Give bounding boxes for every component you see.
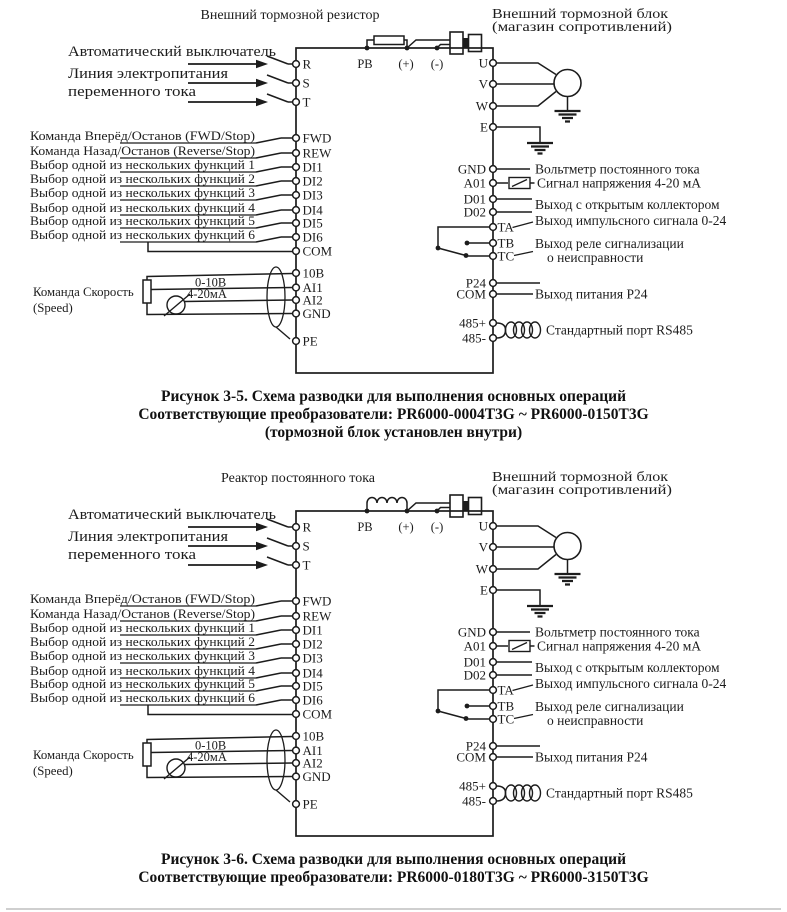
terminal-GND-label: GND bbox=[302, 769, 331, 784]
input-switch-blade bbox=[256, 210, 281, 215]
input-command-label: Выбор одной из нескольких функций 5 bbox=[30, 214, 255, 228]
terminal-PE-label: PE bbox=[302, 333, 318, 349]
terminal-485minus-label: 485- bbox=[462, 793, 486, 809]
terminal-TA-label: TA bbox=[497, 219, 514, 235]
input-command-label: Команда Вперёд/Останов (FWD/Stop) bbox=[30, 592, 256, 606]
terminal-10B bbox=[293, 270, 300, 277]
arrowhead-icon bbox=[256, 79, 268, 87]
terminal-V bbox=[490, 81, 497, 88]
rs485-output-label: Стандартный порт RS485 bbox=[546, 785, 693, 801]
wire bbox=[497, 786, 506, 793]
terminal-FWD bbox=[293, 135, 300, 142]
power-line-label-line1: Линия электропитания bbox=[68, 529, 229, 545]
wire bbox=[514, 715, 533, 719]
input-command-label: Выбор одной из нескольких функций 2 bbox=[30, 172, 255, 186]
terminal-A01-label: A01 bbox=[463, 638, 486, 654]
terminal-GND-label: GND bbox=[302, 306, 331, 321]
cable-shield-symbol bbox=[267, 730, 285, 790]
terminal-V-label: V bbox=[478, 76, 488, 92]
wire bbox=[497, 63, 557, 75]
terminal-D02-label: D02 bbox=[463, 204, 486, 220]
terminal-REW-label: REW bbox=[302, 145, 332, 161]
twisted-pair-coil-symbol bbox=[530, 785, 541, 801]
terminal-FWD-label: FWD bbox=[302, 593, 332, 609]
breaker-switch-blade bbox=[267, 56, 288, 64]
terminal-TC bbox=[490, 716, 497, 723]
input-command-label: Выбор одной из нескольких функций 4 bbox=[30, 664, 256, 678]
terminal-DI5-label: DI5 bbox=[302, 215, 323, 231]
terminal-T bbox=[293, 99, 300, 106]
pulse-output-label: Выход импульсного сигнала 0-24 bbox=[535, 676, 727, 691]
terminal-P24-label: P24 bbox=[465, 738, 486, 754]
input-command-label: Выбор одной из нескольких функций 6 bbox=[30, 691, 256, 705]
relay-blade bbox=[438, 711, 464, 718]
terminal-V bbox=[490, 544, 497, 551]
terminal-GND2 bbox=[490, 166, 497, 173]
terminal-pb-label: PB bbox=[357, 520, 373, 534]
terminal-DI3-label: DI3 bbox=[302, 187, 323, 203]
terminal-P24 bbox=[490, 743, 497, 750]
wire bbox=[513, 685, 534, 691]
terminal-D02 bbox=[490, 672, 497, 679]
terminal-T bbox=[293, 562, 300, 569]
terminal-AI1 bbox=[293, 284, 300, 291]
terminal-AI2-label: AI2 bbox=[302, 292, 323, 308]
wire bbox=[497, 92, 557, 107]
terminal-DI4 bbox=[293, 207, 300, 214]
input-command-label: Выбор одной из нескольких функций 3 bbox=[30, 186, 255, 200]
analog-4-20ma-label: 4-20мА bbox=[187, 287, 227, 301]
brake-unit-connector bbox=[450, 495, 463, 517]
cable-shield-symbol bbox=[267, 267, 285, 327]
caption-line: Рисунок 3-5. Схема разводки для выполнения основных операций bbox=[160, 388, 627, 405]
relay-output-label-line1: Выход реле сигнализации bbox=[535, 236, 684, 251]
terminal-DI2 bbox=[293, 641, 300, 648]
terminal-D02 bbox=[490, 209, 497, 216]
terminal-DI1 bbox=[293, 627, 300, 634]
relay-output-label-line2: о неисправности bbox=[547, 250, 644, 265]
terminal-COM-label: COM bbox=[302, 243, 333, 259]
relay-output-label-line2: о неисправности bbox=[547, 713, 644, 728]
terminal-A01-label: A01 bbox=[463, 175, 486, 191]
terminal-D01 bbox=[490, 659, 497, 666]
terminal-A01 bbox=[490, 643, 497, 650]
terminal-DI3 bbox=[293, 192, 300, 199]
wire bbox=[497, 526, 557, 538]
input-switch-blade bbox=[256, 686, 281, 691]
terminal-S-label: S bbox=[302, 75, 310, 91]
terminal-DI2-label: DI2 bbox=[302, 636, 323, 652]
meter-needle bbox=[512, 643, 527, 650]
dc-reactor-symbol bbox=[367, 498, 407, 504]
input-switch-blade bbox=[256, 673, 281, 678]
terminal-TA bbox=[490, 687, 497, 694]
caption-line: (тормозной блок установлен внутри) bbox=[264, 424, 523, 441]
speed-command-label-line1: Команда Скорость bbox=[33, 748, 134, 762]
terminal-COM bbox=[293, 711, 300, 718]
shield-to-pe-wire bbox=[276, 790, 290, 802]
breaker-switch-blade bbox=[267, 538, 288, 546]
terminal-TA bbox=[490, 224, 497, 231]
p24-output-label: Выход питания P24 bbox=[535, 749, 648, 765]
terminal-D01-label: D01 bbox=[463, 654, 486, 670]
breaker-switch-blade bbox=[267, 94, 288, 102]
breaker-switch-blade bbox=[267, 75, 288, 83]
input-switch-blade bbox=[256, 616, 281, 621]
input-switch-blade bbox=[256, 138, 281, 143]
speed-command-label-line1: Команда Скорость bbox=[33, 285, 134, 299]
terminal-PE-label: PE bbox=[302, 796, 318, 812]
terminal-10B-label: 10B bbox=[302, 728, 325, 744]
terminal-485minus-label: 485- bbox=[462, 330, 486, 346]
terminal-DI2 bbox=[293, 178, 300, 185]
terminal-TB-label: TB bbox=[497, 235, 515, 251]
input-command-label: Выбор одной из нескольких функций 1 bbox=[30, 621, 255, 635]
terminal-DI1-label: DI1 bbox=[302, 622, 323, 638]
power-line-label-line2: переменного тока bbox=[68, 84, 197, 100]
terminal-E bbox=[490, 587, 497, 594]
wire bbox=[497, 127, 541, 142]
terminal-TB bbox=[490, 240, 497, 247]
brake-unit-label-line2: (магазин сопротивлений) bbox=[492, 20, 673, 35]
top-device-label: Внешний тормозной резистор bbox=[200, 8, 380, 23]
terminal-485plus-label: 485+ bbox=[459, 315, 486, 331]
ground-symbol bbox=[527, 143, 553, 154]
terminal-AI1-label: AI1 bbox=[302, 743, 323, 758]
terminal-R bbox=[293, 61, 300, 68]
voltage-signal-output-label: Сигнал напряжения 4-20 мА bbox=[537, 175, 702, 191]
terminal-R-label: R bbox=[302, 519, 312, 535]
terminal-REW-label: REW bbox=[302, 608, 332, 624]
caption-line: Рисунок 3-6. Схема разводки для выполнения основных операций bbox=[160, 851, 627, 868]
terminal-AI2-label: AI2 bbox=[302, 755, 323, 771]
open-collector-output-label: Выход с открытым коллектором bbox=[535, 197, 720, 212]
terminal-10B-label: 10B bbox=[302, 265, 325, 281]
terminal-D02-label: D02 bbox=[463, 667, 486, 683]
twisted-pair-coil-symbol bbox=[530, 322, 541, 338]
input-command-label: Выбор одной из нескольких функций 3 bbox=[30, 649, 255, 663]
terminal-T-label: T bbox=[302, 94, 311, 110]
top-device-label: Реактор постоянного тока bbox=[220, 471, 376, 486]
terminal-485minus bbox=[490, 335, 497, 342]
caption-line: Соответствующие преобразователи: PR6000-0004T3G ~ PR6000-0150T3G bbox=[138, 406, 649, 423]
terminal-S bbox=[293, 543, 300, 550]
terminal-AI2 bbox=[293, 297, 300, 304]
terminal-U bbox=[490, 60, 497, 67]
input-command-label: Выбор одной из нескольких функций 4 bbox=[30, 201, 256, 215]
terminal-AI1-label: AI1 bbox=[302, 280, 323, 295]
input-switch-blade bbox=[256, 700, 281, 705]
caption-line: Соответствующие преобразователи: PR6000-0180T3G ~ PR6000-3150T3G bbox=[138, 869, 649, 886]
terminal-E bbox=[490, 124, 497, 131]
terminal-FWD bbox=[293, 598, 300, 605]
terminal-TB-label: TB bbox=[497, 698, 515, 714]
input-command-label: Команда Назад/Останов (Reverse/Stop) bbox=[30, 607, 255, 621]
terminal-DI3-label: DI3 bbox=[302, 650, 323, 666]
wire bbox=[514, 252, 533, 256]
breaker-label: Автоматический выключатель bbox=[68, 44, 277, 60]
wire bbox=[513, 222, 534, 228]
terminal-minus-label: (-) bbox=[430, 520, 444, 534]
input-command-label: Команда Вперёд/Останов (FWD/Stop) bbox=[30, 129, 256, 143]
terminal-GND2-label: GND bbox=[457, 161, 486, 177]
terminal-PE bbox=[293, 338, 300, 345]
terminal-TA-label: TA bbox=[497, 682, 514, 698]
figure-3-5-caption bbox=[0, 388, 787, 442]
terminal-TC-label: TC bbox=[497, 248, 515, 264]
terminal-S bbox=[293, 80, 300, 87]
breaker-switch-blade bbox=[267, 557, 288, 565]
analog-4-20ma-label: 4-20мА bbox=[187, 750, 227, 764]
relay-common-wire bbox=[438, 227, 490, 248]
terminal-DI3 bbox=[293, 655, 300, 662]
input-switch-blade bbox=[256, 644, 281, 649]
potentiometer-symbol bbox=[143, 743, 151, 766]
terminal-W-label: W bbox=[475, 561, 488, 577]
terminal-U-label: U bbox=[478, 518, 488, 534]
terminal-DI2-label: DI2 bbox=[302, 173, 323, 189]
relay-blade bbox=[438, 248, 464, 255]
input-switch-blade bbox=[256, 181, 281, 186]
terminal-GND2 bbox=[490, 629, 497, 636]
terminal-E-label: E bbox=[480, 119, 488, 135]
terminal-S-label: S bbox=[302, 538, 310, 554]
relay-output-label-line1: Выход реле сигнализации bbox=[535, 699, 684, 714]
terminal-E-label: E bbox=[480, 582, 488, 598]
terminal-DI6 bbox=[293, 234, 300, 241]
terminal-minus-label: (-) bbox=[430, 57, 444, 71]
terminal-FWD-label: FWD bbox=[302, 130, 332, 146]
terminal-485plus-label: 485+ bbox=[459, 778, 486, 794]
terminal-W bbox=[490, 103, 497, 110]
terminal-COM-label: COM bbox=[302, 706, 333, 722]
terminal-DI5-label: DI5 bbox=[302, 678, 323, 694]
input-switch-blade bbox=[256, 601, 281, 606]
terminal-plus-label: (+) bbox=[398, 520, 414, 534]
potentiometer-symbol bbox=[143, 280, 151, 303]
motor-symbol bbox=[554, 70, 581, 97]
breaker-switch-blade bbox=[267, 519, 288, 527]
terminal-U-label: U bbox=[478, 55, 488, 71]
page-bottom-edge bbox=[6, 908, 781, 910]
terminal-DI1-label: DI1 bbox=[302, 159, 323, 175]
terminal-DI6-label: DI6 bbox=[302, 692, 323, 708]
input-command-label: Выбор одной из нескольких функций 2 bbox=[30, 635, 255, 649]
arrowhead-icon bbox=[256, 98, 268, 106]
terminal-U bbox=[490, 523, 497, 530]
terminal-TC bbox=[490, 253, 497, 260]
input-switch-blade bbox=[256, 153, 281, 158]
figure-3-5-diagram bbox=[30, 7, 726, 373]
terminal-DI4-label: DI4 bbox=[302, 665, 323, 681]
terminal-D01 bbox=[490, 196, 497, 203]
arrowhead-icon bbox=[256, 542, 268, 550]
brake-unit-label-line1: Внешний тормозной блок bbox=[492, 470, 669, 485]
terminal-V-label: V bbox=[478, 539, 488, 555]
speed-command-label-line2: (Speed) bbox=[33, 301, 73, 315]
terminal-10B bbox=[293, 733, 300, 740]
terminal-plus-label: (+) bbox=[398, 57, 414, 71]
terminal-GND bbox=[293, 310, 300, 317]
input-command-label: Команда Назад/Останов (Reverse/Stop) bbox=[30, 144, 255, 158]
input-command-label: Выбор одной из нескольких функций 6 bbox=[30, 228, 256, 242]
terminal-pb-label: PB bbox=[357, 57, 373, 71]
brake-unit-label-line2: (магазин сопротивлений) bbox=[492, 483, 673, 498]
power-line-label-line2: переменного тока bbox=[68, 547, 197, 563]
input-command-label: Выбор одной из нескольких функций 5 bbox=[30, 677, 255, 691]
braking-resistor-symbol bbox=[374, 36, 404, 45]
relay-common-wire bbox=[438, 690, 490, 711]
voltage-signal-output-label: Сигнал напряжения 4-20 мА bbox=[537, 638, 702, 654]
motor-symbol bbox=[554, 533, 581, 560]
terminal-485plus bbox=[490, 783, 497, 790]
arrowhead-icon bbox=[256, 561, 268, 569]
terminal-DI1 bbox=[293, 164, 300, 171]
pulse-output-label: Выход импульсного сигнала 0-24 bbox=[535, 213, 727, 228]
meter-needle bbox=[512, 180, 527, 187]
brake-unit-connector bbox=[469, 35, 482, 52]
analog-0-10v-label: 0-10В bbox=[195, 738, 227, 753]
input-command-label: Выбор одной из нескольких функций 1 bbox=[30, 158, 255, 172]
terminal-DI4-label: DI4 bbox=[302, 202, 323, 218]
terminal-GND bbox=[293, 773, 300, 780]
voltmeter-output-label: Вольтметр постоянного тока bbox=[535, 161, 700, 177]
input-switch-blade bbox=[256, 630, 281, 635]
arrowhead-icon bbox=[256, 523, 268, 531]
terminal-D01-label: D01 bbox=[463, 191, 486, 207]
input-switch-blade bbox=[256, 658, 281, 663]
p24-output-label: Выход питания P24 bbox=[535, 286, 648, 302]
ground-symbol bbox=[555, 574, 581, 585]
terminal-A01 bbox=[490, 180, 497, 187]
wire bbox=[497, 555, 557, 570]
terminal-TC-label: TC bbox=[497, 711, 515, 727]
terminal-AI2 bbox=[293, 760, 300, 767]
open-collector-output-label: Выход с открытым коллектором bbox=[535, 660, 720, 675]
terminal-R bbox=[293, 524, 300, 531]
terminal-485plus bbox=[490, 320, 497, 327]
speed-command-label-line2: (Speed) bbox=[33, 764, 73, 778]
terminal-R-label: R bbox=[302, 56, 312, 72]
terminal-W bbox=[490, 566, 497, 573]
terminal-GND2-label: GND bbox=[457, 624, 486, 640]
terminal-COM2-label: COM bbox=[456, 749, 486, 765]
brake-unit-connector bbox=[450, 32, 463, 54]
ground-symbol bbox=[527, 606, 553, 617]
terminal-T-label: T bbox=[302, 557, 311, 573]
com-return-wire bbox=[148, 242, 293, 252]
terminal-COM bbox=[293, 248, 300, 255]
breaker-label: Автоматический выключатель bbox=[68, 507, 277, 523]
voltmeter-output-label: Вольтметр постоянного тока bbox=[535, 624, 700, 640]
brake-unit-label-line1: Внешний тормозной блок bbox=[492, 7, 669, 22]
wire bbox=[497, 323, 506, 330]
wire bbox=[497, 590, 541, 605]
brake-unit-connector bbox=[469, 498, 482, 515]
shield-to-pe-wire bbox=[276, 327, 290, 339]
terminal-DI4 bbox=[293, 670, 300, 677]
figure-3-6-caption bbox=[0, 851, 787, 887]
wire bbox=[497, 330, 506, 338]
terminal-DI5 bbox=[293, 683, 300, 690]
power-line-label-line1: Линия электропитания bbox=[68, 66, 229, 82]
terminal-REW bbox=[293, 613, 300, 620]
terminal-PE bbox=[293, 801, 300, 808]
brake-unit-connector-link bbox=[463, 501, 469, 511]
terminal-COM2 bbox=[490, 754, 497, 761]
input-switch-blade bbox=[256, 223, 281, 228]
input-switch-blade bbox=[256, 195, 281, 200]
rs485-output-label: Стандартный порт RS485 bbox=[546, 322, 693, 338]
terminal-AI1 bbox=[293, 747, 300, 754]
brake-unit-connector-link bbox=[463, 38, 469, 48]
terminal-COM2-label: COM bbox=[456, 286, 486, 302]
terminal-P24-label: P24 bbox=[465, 275, 486, 291]
figure-3-6-diagram bbox=[30, 470, 726, 836]
analog-0-10v-label: 0-10В bbox=[195, 275, 227, 290]
ground-symbol bbox=[555, 111, 581, 122]
terminal-TB bbox=[490, 703, 497, 710]
terminal-W-label: W bbox=[475, 98, 488, 114]
terminal-DI5 bbox=[293, 220, 300, 227]
input-switch-blade bbox=[256, 237, 281, 242]
wire bbox=[497, 793, 506, 801]
terminal-P24 bbox=[490, 280, 497, 287]
terminal-REW bbox=[293, 150, 300, 157]
input-switch-blade bbox=[256, 167, 281, 172]
terminal-DI6-label: DI6 bbox=[302, 229, 323, 245]
terminal-DI6 bbox=[293, 697, 300, 704]
terminal-COM2 bbox=[490, 291, 497, 298]
terminal-485minus bbox=[490, 798, 497, 805]
arrowhead-icon bbox=[256, 60, 268, 68]
com-return-wire bbox=[148, 705, 293, 715]
